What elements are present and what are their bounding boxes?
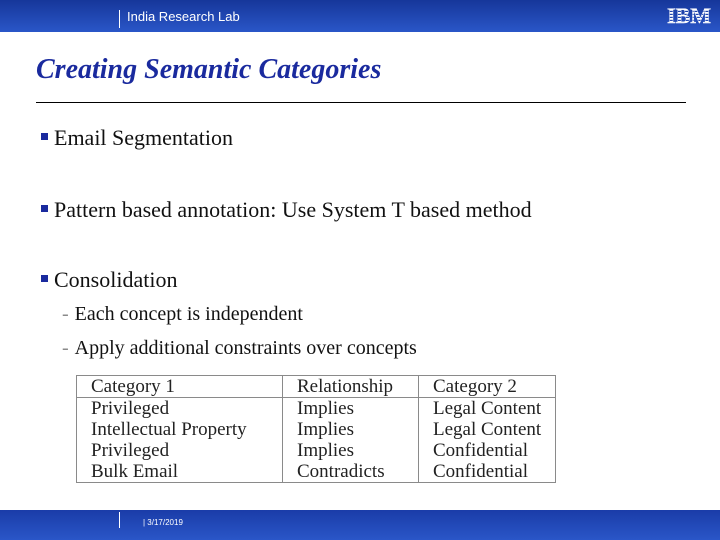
sub-bullet-constraints <box>62 337 417 360</box>
dash-icon: - <box>62 337 69 359</box>
logo-text: IBM <box>667 3 711 27</box>
bullet-pattern-annotation <box>41 197 532 223</box>
table-header-row <box>77 376 556 398</box>
column-header-relationship: Relationship <box>283 376 419 398</box>
ibm-logo <box>664 3 714 27</box>
sub-bullet-text: Apply additional constraints over concepts <box>74 337 417 359</box>
table-row <box>77 440 556 461</box>
table-cell: Confidential <box>419 440 556 461</box>
table-cell: Confidential <box>419 461 556 483</box>
table-cell: Implies <box>283 440 419 461</box>
table-row <box>77 419 556 440</box>
bullet-text: Consolidation <box>54 267 178 292</box>
column-header-category-1: Category 1 <box>77 376 283 398</box>
bullet-square-icon <box>41 205 48 212</box>
bullet-email-segmentation <box>41 125 233 151</box>
bullet-consolidation <box>41 267 177 293</box>
sub-bullet-text: Each concept is independent <box>74 303 303 325</box>
footer-date: | 3/17/2019 <box>143 518 183 527</box>
table-cell: Implies <box>283 398 419 420</box>
bullet-text: Email Segmentation <box>54 125 234 150</box>
dash-icon: - <box>62 303 69 325</box>
category-table <box>76 375 556 483</box>
table-row <box>77 461 556 483</box>
header-divider <box>119 10 120 28</box>
column-header-category-2: Category 2 <box>419 376 556 398</box>
page-title: Creating Semantic Categories <box>36 54 382 85</box>
bullet-text: Pattern based annotation: Use System T based method <box>54 197 532 222</box>
footer-bar <box>0 510 720 540</box>
header-bar <box>0 0 720 32</box>
table-cell: Contradicts <box>283 461 419 483</box>
bullet-square-icon <box>41 133 48 140</box>
table-row <box>77 398 556 420</box>
footer-divider <box>119 512 120 528</box>
table-cell: Implies <box>283 419 419 440</box>
title-divider <box>36 102 686 103</box>
bullet-square-icon <box>41 275 48 282</box>
table-cell: Privileged <box>91 440 170 461</box>
lab-name: India Research Lab <box>127 9 240 24</box>
table-cell: Privileged <box>91 398 170 419</box>
table-cell: Bulk Email <box>91 461 179 482</box>
sub-bullet-independent <box>62 303 303 326</box>
table-cell: Legal Content <box>419 419 556 440</box>
table-cell: Intellectual Property <box>91 419 247 440</box>
table-cell: Legal Content <box>419 398 556 420</box>
